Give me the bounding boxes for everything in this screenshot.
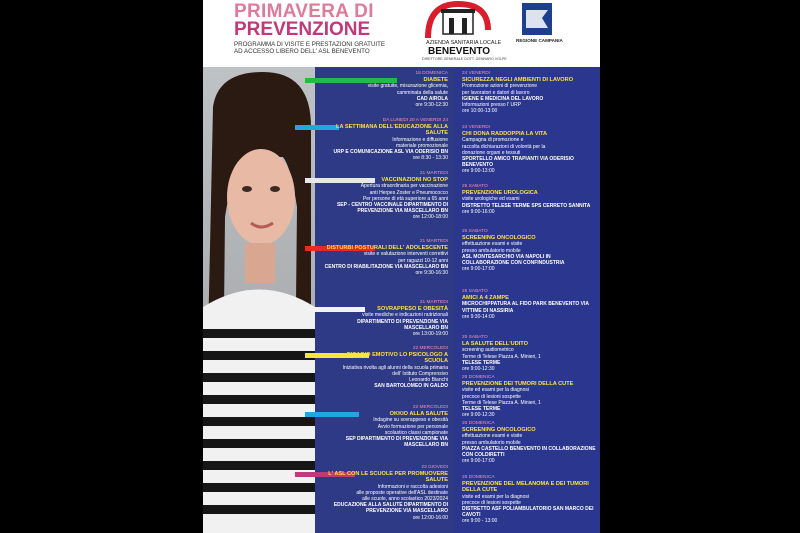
event-time: ore 9:00-13:00 (462, 168, 495, 175)
event-time: ore 12:00-16:00 (412, 514, 448, 521)
event-description-line: Campagna di promozione e (462, 137, 524, 144)
right-event-screening-1 (462, 229, 598, 272)
subtitle-line-2: AD ACCESSO LIBERO DELL' ASL BENEVENTO (234, 48, 370, 55)
event-time: ore 12:00-18:00 (412, 214, 448, 221)
event-time: ore 9:30-16:30 (415, 270, 448, 277)
event-location: SAN BARTOLOMEO IN GALDO (374, 383, 448, 390)
event-description-line: presso ambulatorio mobile (462, 247, 521, 254)
left-events-column (315, 67, 455, 533)
event-title: LA SETTIMANA DELL'EDUCAZIONE ALLA SALUTE (336, 124, 448, 137)
event-description-line: materiale promozionale (396, 142, 448, 149)
event-location: DISTRETTO TELESE TERME SPS CERRETO SANNITA (462, 202, 591, 209)
campania-shield-icon (516, 2, 558, 38)
left-event-diabete (323, 71, 448, 108)
right-event-sicurezza (462, 71, 598, 114)
event-time: ore 9:00-12:30 (462, 412, 495, 419)
right-events-column (455, 67, 600, 533)
asl-name-line-2: BENEVENTO (428, 46, 491, 57)
event-date: 25 SABATO (462, 184, 488, 189)
event-description-line: scolastico classi campionate (384, 429, 448, 436)
event-date: 25 SABATO (462, 289, 488, 294)
event-location: TELESE TERME (462, 406, 501, 413)
event-title: SOVRAPPESO E OBESITÀ (377, 306, 448, 313)
event-location: PIAZZA CASTELLO BENEVENTO IN COLLABORAZIONE CON COLDIRETTI (462, 445, 596, 459)
asl-benevento-logo (416, 0, 507, 67)
event-description-line: effettuazione esami e visite (462, 241, 523, 248)
event-time: ore 9:00-16:00 (462, 208, 495, 215)
event-time: ore 13:00-19:00 (412, 331, 448, 338)
event-location: SEP DIPARTIMENTO DI PREVENZIONE VIA MASCELLARO BN (345, 436, 448, 449)
event-time: ore 9:00-17:00 (462, 458, 495, 465)
event-title: OKKIO ALLA SALUTE (389, 411, 448, 418)
title-line-2: PREVENZIONE (234, 19, 371, 40)
woman-photo (203, 67, 315, 533)
right-event-cute (462, 375, 598, 418)
right-event-screening-2 (462, 421, 598, 464)
right-event-udito (462, 335, 598, 372)
event-title: PREVENZIONE DEL MELANOMA E DEI TUMORI DELLA CUTE (462, 481, 589, 494)
event-time: ore 9:30-12:30 (415, 102, 448, 109)
event-location: IGIENE E MEDICINA DEL LAVORO (462, 95, 544, 102)
event-date: 18 DOMENICA (415, 71, 448, 76)
poster-header (203, 0, 600, 67)
regione-campania-logo (516, 2, 563, 48)
event-date: 22 MERCOLEDI (412, 346, 448, 351)
event-location: ASL MONTESARCHIO VIA NAPOLI IN COLLABORAZIONE CON CONFINDUSTRIA (462, 253, 565, 267)
event-date: 26 DOMENICA (462, 375, 495, 380)
event-description-line: alle scuole, anno scolastico 2023/2024 (362, 496, 448, 503)
event-description-line: Indagine su sovrappeso e obesità (373, 417, 448, 424)
right-event-urologica (462, 184, 598, 215)
event-date: DA LUNEDI 20 A VENERDI 24 (382, 118, 448, 123)
event-date: 24 VENERDI (462, 125, 490, 130)
event-title: SICUREZZA NEGLI AMBIENTI DI LAVORO (462, 77, 574, 84)
event-time: ore 9:00-12:30 (462, 366, 495, 373)
left-event-educazione (323, 118, 448, 161)
event-time: ore 9:30-14:00 (462, 313, 495, 320)
event-title: AMICI A 4 ZAMPE (462, 295, 509, 302)
event-time: ore 10:00-13:00 (462, 108, 498, 115)
event-description-line: precoce di lesioni sospette (462, 499, 521, 506)
left-event-scuole (323, 465, 448, 521)
event-title: PREVENZIONE DEI TUMORI DELLA CUTE (462, 381, 574, 388)
event-title: DISTURBI POSTURALI DELL' ADOLESCENTE (326, 245, 448, 252)
asl-arch-icon (416, 0, 500, 40)
event-date: 24 VENERDI (462, 71, 490, 76)
region-label: REGIONE CAMPANIA (516, 38, 563, 43)
event-location: DISTRETTO ASF POLIAMBULATORIO SAN MARCO DEI CAVOTI (462, 506, 594, 519)
event-time: ore 9:00 - 13:00 (462, 518, 498, 525)
event-description-line: screening audiometrico (462, 347, 514, 354)
event-description-line: raccolta dichiarazioni di volontà per la (462, 143, 546, 150)
event-extra: Informazioni presso l' URP (462, 102, 522, 109)
event-description-line: dell' Istituto Comprensivo (392, 370, 448, 377)
event-description-line: donazione organi e tessuti (462, 149, 521, 156)
poster (203, 0, 600, 533)
event-date: 21 MARTEDI (419, 171, 448, 176)
event-description-line: presso ambulatorio mobile (462, 439, 521, 446)
event-description-line: visite e valutazione interventi correttivi (363, 251, 448, 258)
event-title: SCREENING ONCOLOGICO (462, 235, 536, 242)
woman-portrait-image (203, 67, 315, 533)
event-title: SCREENING ONCOLOGICO (462, 427, 536, 434)
right-event-dona (462, 125, 598, 175)
event-description-line: Promozione azioni di prevenzione (462, 83, 538, 90)
event-description-line: Per persone di età superiore a 65 anni (362, 195, 448, 202)
event-description-line: visite ed esami per la diagnosi (462, 493, 529, 500)
event-date: 23 GIOVEDI (421, 465, 448, 470)
event-location: CAD AIROLA (416, 95, 448, 102)
left-event-disagio (323, 346, 448, 389)
subtitle-line-1: PROGRAMMA DI VISITE E PRESTAZIONI GRATUITE (234, 41, 386, 48)
event-location: DIPARTIMENTO DI PREVENZIONE VIA MASCELLARO BN (357, 318, 448, 331)
event-location: TELESE TERME (462, 359, 501, 366)
event-location: URP E COMUNICAZIONE ASL VIA ODERISIO BN (333, 149, 448, 156)
event-time: ore 8:30 - 13:30 (412, 155, 448, 162)
event-title: L' ASL CON LE SCUOLE PER PROMUOVERE SALUTE (328, 471, 448, 484)
event-date: 22 MERCOLEDI (412, 405, 448, 410)
event-description-line: visite mediche e indicazioni nutrizionali (362, 312, 448, 319)
event-description-line: Informazioni e raccolta adesioni (377, 483, 448, 490)
event-description-line: visite urologiche ed esami (462, 196, 520, 203)
event-description-line: Terme di Telese Piazza A. Minieri, 1 (462, 399, 541, 406)
event-date: 21 MARTEDI (419, 239, 448, 244)
event-title: LA SALUTE DELL'UDITO (462, 341, 528, 348)
event-description-line: per ragazzi 10-12 anni (398, 257, 448, 264)
event-title: DISAGIO EMOTIVO LO PSICOLOGO A SCUOLA (346, 352, 448, 365)
event-description-line: Informazione e diffusione (392, 136, 448, 143)
asl-name-line-1: AZIENDA SANITARIA LOCALE (426, 40, 502, 46)
event-location: MICROCHIPPATURA AL FIDO PARK BENEVENTO VIA VITTIME DI NASSIRIA (462, 301, 589, 314)
event-location: CENTRO DI RIABILITAZIONE VIA MASCELLARO BN (324, 263, 448, 270)
event-date: 26 DOMENICA (462, 421, 495, 426)
event-description-line: camminata della salute (396, 89, 448, 96)
event-description-line: Leonardo Bianchi (409, 377, 448, 384)
event-location: SEP - CENTRO VACCINALE DIPARTIMENTO DI PREVENZIONE VIA MASCELLARO BN (336, 202, 448, 215)
event-description-line: Iniziativa rivolta agli alunni della scuola primaria (342, 364, 448, 371)
event-date: 25 SABATO (462, 229, 488, 234)
left-event-posturali (323, 239, 448, 276)
event-description-line: Apertura straordinaria per vaccinazione (360, 183, 448, 190)
event-description-line: visite ed esami per la diagnosi (462, 387, 529, 394)
left-event-obesita (323, 300, 448, 337)
event-location: EDUCAZIONE ALLA SALUTE DIPARTIMENTO DI PREVENZIONE VIA MASCELLARO (333, 502, 448, 515)
event-location: SPORTELLO AMICO TRAPIANTI VIA ODERISIO BENEVENTO (462, 156, 574, 169)
left-event-vaccinazioni (323, 171, 448, 221)
event-title: PREVENZIONE UROLOGICA (462, 190, 538, 197)
event-description-line: alle proposte operative dell'ASL destinate (356, 489, 448, 496)
event-description-line: per lavoratori e datori di lavoro (462, 89, 530, 96)
event-description-line: Terme di Telese Piazza A. Minieri, 1 (462, 353, 541, 360)
event-description-line: effettuazione esami e visite (462, 433, 523, 440)
event-title: DIABETE (423, 77, 448, 84)
right-event-amici (462, 289, 598, 320)
event-description-line: anti Herpes Zoster e Pneumococco (369, 189, 448, 196)
event-date: 21 MARTEDI (419, 300, 448, 305)
left-event-okkio (323, 405, 448, 448)
event-date: 25 SABATO (462, 335, 488, 340)
event-description-line: precoce di lesioni sospette (462, 393, 521, 400)
event-title: CHI DONA RADDOPPIA LA VITA (462, 131, 548, 138)
event-time: ore 9:00-17:00 (462, 266, 495, 273)
event-date: 26 DOMENICA (462, 475, 495, 480)
event-title: VACCINAZIONI NO STOP (381, 177, 448, 184)
event-description-line: Avvio formazione per personale (377, 423, 448, 430)
right-event-melanoma (462, 475, 598, 525)
event-description-line: visite gratuite, misurazione glicemia, (367, 83, 448, 90)
asl-director-line: DIRETTORE GENERALE DOTT. GENNARO VOLPE (422, 57, 507, 61)
title-line-1: PRIMAVERA DI (234, 1, 374, 22)
